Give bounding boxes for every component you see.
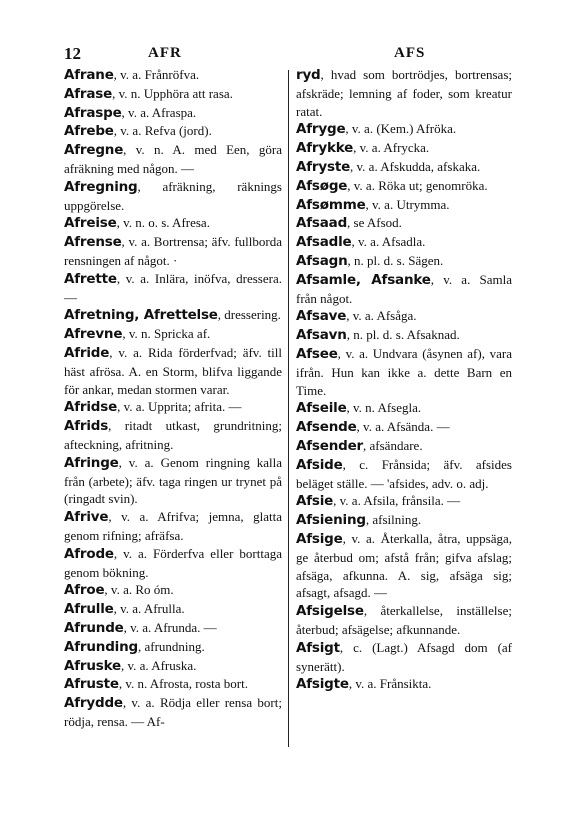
entry-definition: , v. a. Afskudda, afskaka. bbox=[350, 158, 481, 174]
entry-headword: Afsøge bbox=[296, 177, 348, 194]
dictionary-entry bbox=[64, 233, 282, 270]
entry-headword: Afrase bbox=[64, 85, 113, 102]
entry-definition: , återkallelse, inställelse; återbud; afsägelse; afkunnande. bbox=[296, 603, 512, 637]
entry-headword: Afryge bbox=[296, 121, 346, 138]
entry-definition: , v. a. Frånröfva. bbox=[113, 67, 200, 82]
entry-definition: , se Afsod. bbox=[347, 215, 402, 231]
entry-definition: , v. n. o. s. Afresa. bbox=[116, 215, 210, 231]
page-number: 12 bbox=[64, 44, 81, 63]
entry-headword: Afretning, Afrettelse bbox=[64, 307, 218, 324]
dictionary-entry bbox=[296, 675, 512, 694]
entry-headword: Afsigte bbox=[296, 676, 349, 693]
dictionary-entry bbox=[296, 345, 512, 399]
entry-headword: Afrevne bbox=[64, 326, 123, 343]
dictionary-entry bbox=[296, 492, 512, 511]
entry-headword: Afsamle, Afsanke bbox=[296, 271, 431, 288]
entry-definition: , v. a. Afruska. bbox=[121, 657, 197, 673]
entry-definition: , dressering. bbox=[217, 307, 281, 323]
dictionary-entry bbox=[296, 120, 512, 139]
entry-definition: , v. a. Afsåga. bbox=[346, 308, 417, 324]
entry-definition: , v. a. Afrunda. — bbox=[123, 619, 217, 635]
entry-headword: Afsømme bbox=[296, 196, 366, 213]
entry-headword: Afride bbox=[64, 344, 110, 361]
entry-headword: Afrulle bbox=[64, 601, 114, 618]
entry-headword: Afsende bbox=[296, 419, 357, 436]
dictionary-entry bbox=[64, 600, 282, 619]
entry-headword: Afrense bbox=[64, 234, 122, 251]
dictionary-entry bbox=[64, 508, 282, 545]
entry-definition: , v. a. Förderfva eller borttaga genom bökning. bbox=[64, 545, 282, 580]
entry-definition: , v. a. Undvara (åsynen af), vara ifrån. Hun kan ikke a. dette Barn en Time. bbox=[296, 345, 512, 398]
dictionary-entry bbox=[296, 511, 512, 530]
entry-definition: , n. pl. d. s. Sägen. bbox=[347, 252, 444, 268]
dictionary-entry bbox=[64, 545, 282, 582]
dictionary-entry bbox=[296, 530, 512, 602]
entry-definition: , n. pl. d. s. Afsaknad. bbox=[346, 327, 460, 343]
entry-headword: Afrebe bbox=[64, 123, 114, 140]
entry-definition: , v. a. Afsända. — bbox=[356, 419, 450, 435]
left-running-head: AFR bbox=[148, 45, 182, 61]
dictionary-entry bbox=[64, 417, 282, 454]
dictionary-entry bbox=[296, 214, 512, 233]
entry-definition: , v. a. Utrymma. bbox=[365, 196, 450, 212]
entry-definition: , v. a. Afrycka. bbox=[353, 140, 430, 156]
entry-headword: Afraspe bbox=[64, 104, 122, 121]
entry-headword: Afridse bbox=[64, 399, 118, 416]
entry-definition: , v. a. Inlära, inöfva, dressera. — bbox=[64, 270, 282, 305]
dictionary-entry bbox=[64, 178, 282, 215]
right-running-head: AFS bbox=[394, 45, 426, 61]
dictionary-entry bbox=[296, 639, 512, 676]
entry-definition: , v. a. Återkalla, åtra, uppsäga, ge återbud om; afstå från; gifva afslag; afsäga, afkunna. A. sig, afsäga sig; afsagt, afsagd. — bbox=[296, 530, 512, 601]
page-header bbox=[64, 44, 526, 66]
entry-definition: , afsilning. bbox=[365, 512, 422, 528]
right-column bbox=[296, 66, 512, 694]
entry-headword: Afregne bbox=[64, 142, 124, 159]
dictionary-entry bbox=[64, 638, 282, 657]
dictionary-entry bbox=[64, 344, 282, 398]
dictionary-entry bbox=[64, 306, 282, 325]
entry-definition: , ritadt utkast, grundritning; afteckning, afritning. bbox=[64, 418, 282, 452]
entry-definition: , v. a. Afsila, frånsila. — bbox=[333, 493, 461, 509]
entry-headword: ryd bbox=[296, 67, 321, 83]
dictionary-entry bbox=[64, 657, 282, 676]
dictionary-entry bbox=[64, 675, 282, 694]
entry-headword: Afryste bbox=[296, 158, 351, 175]
entry-headword: Afside bbox=[296, 456, 343, 473]
entry-definition: , v. a. Rödja eller rensa bort; rödja, rensa. — Af- bbox=[64, 695, 282, 729]
entry-headword: Afseile bbox=[296, 400, 347, 417]
entry-headword: Afrids bbox=[64, 418, 109, 435]
entry-definition: , v. n. Afrosta, rosta bort. bbox=[118, 676, 248, 692]
entry-headword: Afruste bbox=[64, 676, 119, 693]
entry-headword: Afsavn bbox=[296, 327, 347, 344]
entry-headword: Afsiening bbox=[296, 512, 366, 529]
entry-headword: Afrane bbox=[64, 67, 114, 83]
dictionary-entry bbox=[296, 177, 512, 196]
entry-headword: Afsagn bbox=[296, 252, 348, 269]
dictionary-entry bbox=[296, 66, 512, 120]
entry-definition: , v. a. Röka ut; genomröka. bbox=[347, 177, 488, 193]
dictionary-entry bbox=[296, 399, 512, 418]
entry-headword: Afreise bbox=[64, 215, 117, 232]
entry-headword: Afrette bbox=[64, 270, 117, 287]
entry-definition: , v. a. Afraspa. bbox=[121, 104, 197, 120]
entry-definition: , v. a. (Kem.) Afröka. bbox=[345, 121, 457, 137]
dictionary-entry bbox=[296, 418, 512, 437]
entry-headword: Afringe bbox=[64, 454, 119, 471]
entry-definition: , afrundning. bbox=[137, 638, 205, 654]
dictionary-entry bbox=[64, 214, 282, 233]
dictionary-entry bbox=[296, 252, 512, 271]
dictionary-entry bbox=[64, 85, 282, 104]
entry-headword: Afrydde bbox=[64, 695, 123, 712]
entry-definition: , afsändare. bbox=[363, 437, 423, 453]
entry-headword: Afruske bbox=[64, 657, 121, 674]
entry-headword: Afsige bbox=[296, 530, 343, 547]
entry-headword: Afsee bbox=[296, 345, 338, 362]
entry-definition: , v. n. Spricka af. bbox=[122, 326, 211, 342]
dictionary-entry bbox=[296, 437, 512, 456]
entry-definition: , v. a. Samla från något. bbox=[296, 271, 513, 306]
entry-definition: , c. (Lagt.) Afsagd dom (af synerätt). bbox=[296, 639, 512, 674]
entry-definition: , hvad som bortrödjes, bortrensas; afskräde; lemning af foder, som kreatur ratat. bbox=[296, 67, 512, 119]
dictionary-entry bbox=[296, 196, 512, 215]
column-divider bbox=[288, 70, 289, 747]
entry-headword: Afrykke bbox=[296, 140, 354, 157]
entry-definition: , v. n. Upphöra att rasa. bbox=[112, 85, 233, 101]
dictionary-entry bbox=[64, 398, 282, 417]
entry-definition: , v. a. Refva (jord). bbox=[113, 123, 212, 139]
dictionary-entry bbox=[296, 158, 512, 177]
entry-definition: , v. a. Upprita; afrita. — bbox=[117, 399, 242, 415]
entry-definition: , afräkning, räknings uppgörelse. bbox=[64, 178, 282, 213]
entry-headword: Afsender bbox=[296, 437, 364, 454]
entry-definition: , v. a. Afrifva; jemna, glatta genom rifning; afräfsa. bbox=[64, 509, 282, 543]
dictionary-entry bbox=[64, 325, 282, 344]
entry-headword: Afsadle bbox=[296, 234, 352, 251]
entry-headword: Afroe bbox=[64, 582, 105, 599]
dictionary-entry bbox=[296, 456, 512, 493]
dictionary-entry bbox=[64, 454, 282, 508]
dictionary-entry bbox=[296, 139, 512, 158]
entry-headword: Afsave bbox=[296, 308, 347, 325]
entry-definition: , v. a. Ro óm. bbox=[104, 582, 174, 598]
dictionary-entry bbox=[296, 307, 512, 326]
dictionary-entry bbox=[64, 122, 282, 141]
dictionary-entry bbox=[296, 233, 512, 252]
entry-headword: Afsie bbox=[296, 493, 334, 510]
dictionary-entry bbox=[296, 326, 512, 345]
dictionary-entry bbox=[296, 602, 512, 639]
entry-definition: , v. a. Rida förderfvad; äfv. till häst afrösa. A. en Storm, blifva liggande för ankar, medan stormen varar. bbox=[64, 344, 282, 397]
dictionary-entry bbox=[64, 694, 282, 731]
dictionary-entry bbox=[64, 66, 282, 85]
entry-headword: Afsigelse bbox=[296, 603, 364, 620]
left-column bbox=[64, 66, 282, 731]
dictionary-entry bbox=[64, 270, 282, 307]
entry-definition: , c. Frånsida; äfv. afsides beläget ställe. — 'afsides, adv. o. adj. bbox=[296, 456, 512, 491]
dictionary-entry bbox=[64, 619, 282, 638]
entry-definition: , v. n. Afsegla. bbox=[346, 400, 422, 416]
entry-headword: Afregning bbox=[64, 178, 138, 195]
entry-definition: , v. a. Bortrensa; äfv. fullborda rensningen af något. · bbox=[64, 234, 282, 268]
entry-headword: Afrode bbox=[64, 545, 114, 562]
entry-headword: Afrive bbox=[64, 509, 109, 526]
entry-definition: , v. a. Frånsikta. bbox=[348, 676, 432, 692]
dictionary-entry bbox=[64, 141, 282, 178]
entry-definition: , v. a. Genom ringning kalla från (arbete); äfv. taga ringen ur trynet på (ringadt svin). bbox=[64, 454, 282, 507]
dictionary-entry bbox=[64, 581, 282, 600]
dictionary-entry bbox=[296, 271, 512, 308]
entry-definition: , v. n. A. med Een, göra afräkning med någon. — bbox=[64, 142, 282, 176]
entry-definition: , v. a. Afsadla. bbox=[351, 234, 426, 250]
entry-headword: Afsaad bbox=[296, 215, 348, 232]
entry-definition: , v. a. Afrulla. bbox=[113, 601, 185, 617]
entry-headword: Afrunding bbox=[64, 638, 138, 655]
dictionary-entry bbox=[64, 104, 282, 123]
entry-headword: Afsigt bbox=[296, 639, 340, 656]
entry-headword: Afrunde bbox=[64, 619, 124, 636]
